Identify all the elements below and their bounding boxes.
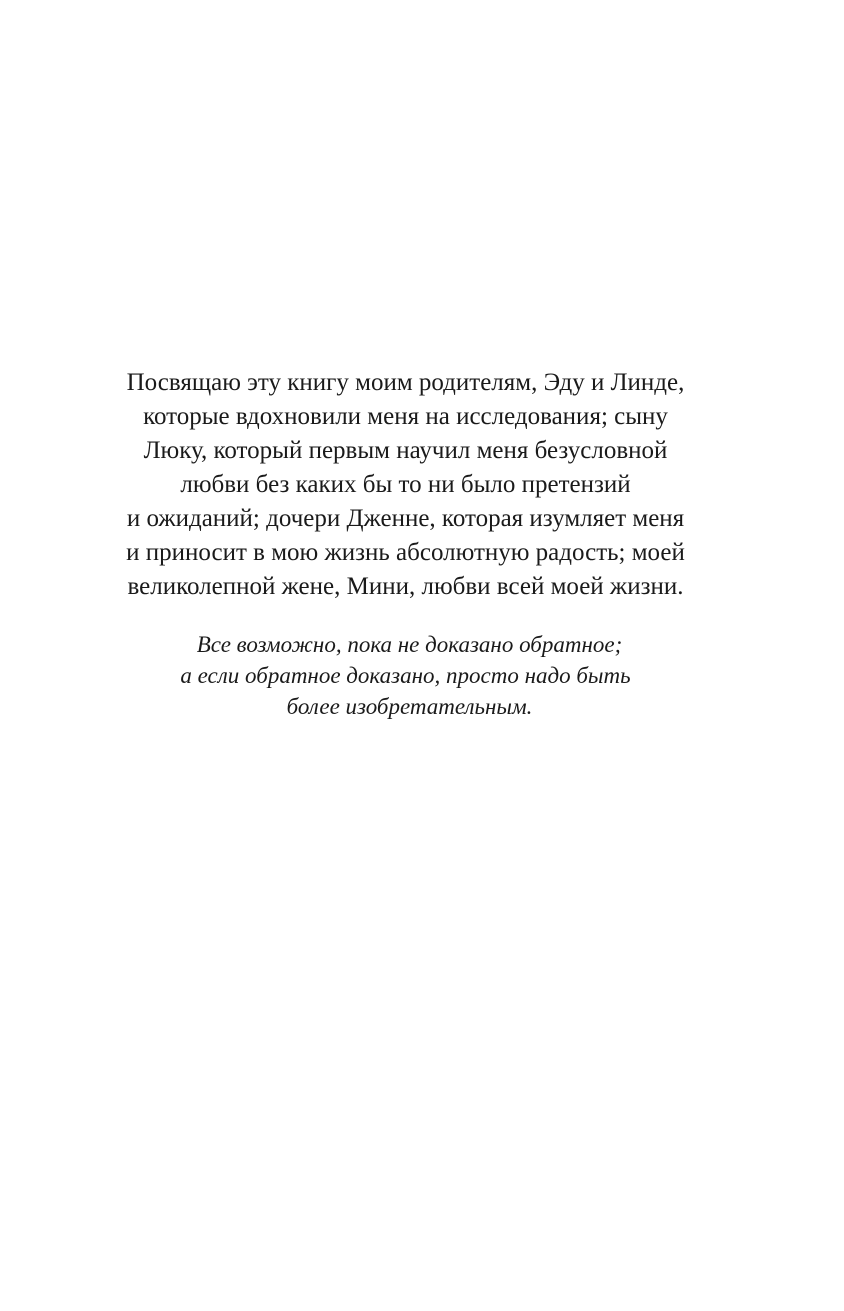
dedication-text	[0, 366, 811, 604]
epigraph-line: Все возможно, пока не доказано обратное;	[196, 632, 623, 657]
dedication-line: и ожиданий; дочери Дженне, которая изумляет меня	[126, 505, 685, 532]
epigraph-line: а если обратное доказано, просто надо быть	[180, 663, 631, 688]
dedication-line: которые вдохновили меня на исследования; сыну	[143, 403, 668, 430]
dedication-line: любви без каких бы то ни было претензий	[180, 471, 631, 498]
dedication-line: великолепной жене, Мини, любви всей моей жизни.	[127, 573, 684, 600]
epigraph-line: более изобретательным.	[286, 694, 533, 719]
dedication-line: и приносит в мою жизнь абсолютную радость; моей	[126, 539, 685, 566]
dedication-line: Посвящаю эту книгу моим родителям, Эду и Линде,	[126, 369, 685, 396]
epigraph-text	[0, 629, 811, 722]
dedication-line: Люку, который первым научил меня безусловной	[143, 437, 668, 464]
